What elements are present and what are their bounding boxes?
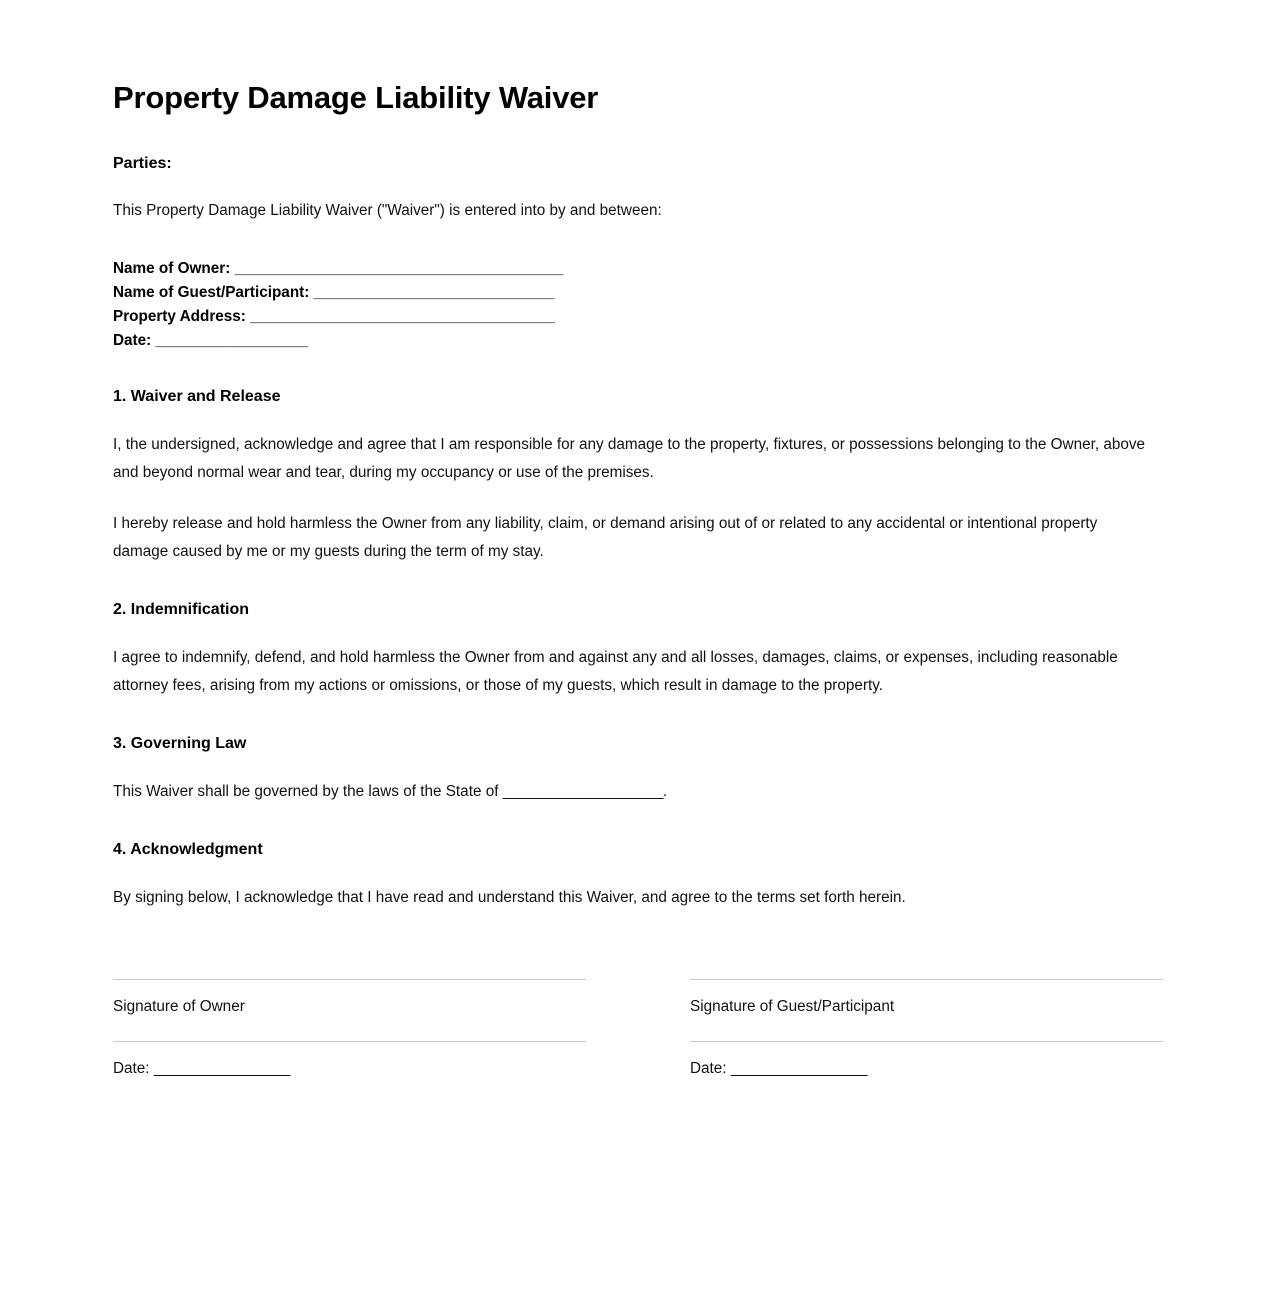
parties-heading: Parties:	[113, 154, 172, 172]
party-fields	[113, 257, 1148, 353]
field-name-of-owner-rule[interactable]: _________________________________________	[234, 260, 563, 278]
signature-guest-date-cell	[690, 1041, 1163, 1093]
field-name-of-guest	[113, 281, 1148, 305]
section-2-paragraph-1: I agree to indemnify, defend, and hold harmless the Owner from and against any and all losses, damages, claims, or expenses, including reasonable attorney fees, arising from my actions or omissions, or those of my guests, which result in damage to the property.	[113, 649, 1118, 695]
field-property-address-label: Property Address:	[113, 308, 246, 326]
intro-paragraph: This Property Damage Liability Waiver ("Waiver") is entered into by and between:	[113, 202, 662, 220]
field-property-address	[113, 305, 1148, 329]
field-name-of-guest-label: Name of Guest/Participant:	[113, 284, 310, 302]
document-body	[113, 80, 1148, 1093]
owner-date-rule[interactable]: _________________	[153, 1059, 290, 1077]
field-name-of-guest-rule[interactable]: ______________________________	[313, 284, 554, 302]
field-date-label: Date:	[113, 332, 152, 350]
section-heading-waiver-and-release: 1. Waiver and Release	[113, 388, 281, 406]
signature-column-gap	[586, 979, 690, 1041]
section-heading-governing-law: 3. Governing Law	[113, 735, 247, 753]
field-date-rule[interactable]: ___________________	[155, 332, 308, 350]
field-name-of-owner-label: Name of Owner:	[113, 260, 231, 278]
signature-date-row	[113, 1041, 1163, 1093]
governing-law-prefix: This Waiver shall be governed by the laws of the State of	[113, 782, 503, 800]
signature-owner-date-cell	[113, 1041, 586, 1093]
section-heading-acknowledgment: 4. Acknowledgment	[113, 840, 263, 858]
signature-owner-cell	[113, 979, 586, 1041]
page-title: Property Damage Liability Waiver	[113, 80, 599, 115]
field-property-address-rule[interactable]: ______________________________________	[250, 308, 555, 326]
signature-block	[113, 979, 1163, 1093]
field-name-of-owner	[113, 257, 1148, 281]
guest-date-rule[interactable]: _________________	[730, 1059, 867, 1077]
section-1-paragraph-2: I hereby release and hold harmless the Owner from any liability, claim, or demand arising out of or related to any accidental or intentional property damage caused by me or my guests during the term of my stay.	[113, 515, 1098, 561]
signature-row	[113, 979, 1163, 1041]
signature-guest-label: Signature of Guest/Participant	[690, 979, 1163, 1041]
governing-law-state-rule[interactable]: ____________________	[502, 782, 663, 800]
signature-owner-label: Signature of Owner	[113, 979, 586, 1041]
field-date	[113, 329, 1148, 353]
signature-date-column-gap	[586, 1041, 690, 1093]
guest-date-label: Date:	[690, 1059, 731, 1077]
guest-date-field	[690, 1041, 1163, 1093]
section-heading-indemnification: 2. Indemnification	[113, 601, 250, 619]
section-3-paragraph-1	[113, 778, 1148, 806]
owner-date-field	[113, 1041, 586, 1093]
section-4-paragraph-1: By signing below, I acknowledge that I have read and understand this Waiver, and agree to the terms set forth herein.	[113, 888, 906, 906]
signature-guest-cell	[690, 979, 1163, 1041]
governing-law-suffix: .	[662, 782, 668, 800]
owner-date-label: Date:	[113, 1059, 154, 1077]
section-1-paragraph-1: I, the undersigned, acknowledge and agree that I am responsible for any damage to the property, fixtures, or possessions belonging to the Owner, above and beyond normal wear and tear, during my occupancy or use of the premises.	[113, 436, 1146, 482]
